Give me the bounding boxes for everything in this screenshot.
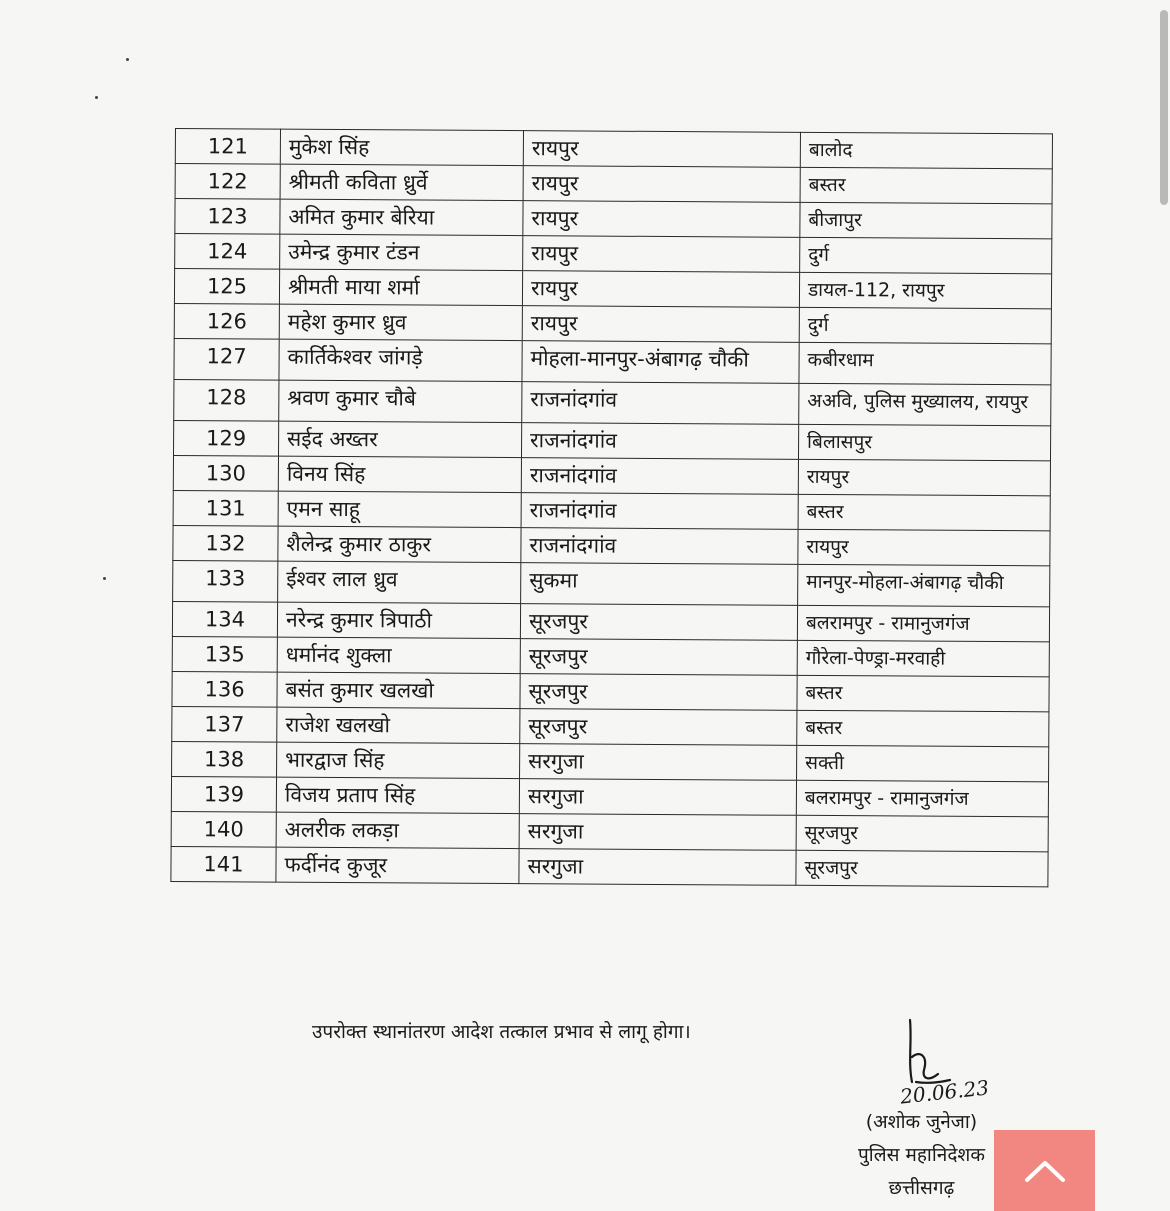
serial-number: 129 — [173, 420, 278, 456]
posted-to: मानपुर-मोहला-अंबागढ़ चौकी — [798, 564, 1050, 607]
posted-from: सूरजपुर — [520, 604, 797, 641]
posted-to: दुर्ग — [799, 307, 1051, 344]
table-row — [174, 303, 1051, 343]
posted-to: बलरामपुर - रामानुजगंज — [797, 605, 1049, 642]
serial-number: 121 — [175, 129, 280, 165]
serial-number: 136 — [172, 671, 277, 707]
posted-to: बस्तर — [798, 494, 1050, 531]
posted-to: बलरामपुर - रामानुजगंज — [796, 780, 1048, 817]
table-row — [173, 420, 1050, 460]
scrollbar[interactable] — [1156, 0, 1170, 1211]
table-row — [172, 671, 1049, 711]
employee-name: अमित कुमार बेरिया — [280, 199, 523, 235]
footer-note: उपरोक्त स्थानांतरण आदेश तत्काल प्रभाव से लागू होगा। — [312, 1021, 691, 1043]
serial-number: 140 — [171, 811, 276, 847]
posted-from: सरगुजा — [519, 814, 796, 851]
posted-from: सूरजपुर — [520, 709, 797, 746]
signer-name: (अशोक जुनेजा) — [865, 1111, 978, 1133]
serial-number: 133 — [173, 560, 278, 602]
employee-name: सईद अख्तर — [278, 421, 521, 457]
employee-name: बसंत कुमार खलखो — [277, 672, 520, 708]
serial-number: 131 — [173, 490, 278, 526]
table-row — [173, 525, 1050, 565]
serial-number: 128 — [174, 379, 279, 421]
serial-number: 141 — [171, 846, 276, 882]
employee-name: अलरीक लकड़ा — [276, 812, 519, 848]
employee-name: कार्तिकेश्वर जांगड़े — [279, 339, 522, 381]
table-row — [173, 560, 1050, 606]
table-row — [175, 164, 1052, 204]
table-row — [174, 379, 1051, 425]
table-row — [173, 455, 1050, 495]
posted-from: राजनांदगांव — [521, 493, 798, 530]
posted-from: राजनांदगांव — [522, 382, 799, 425]
employee-name: महेश कुमार ध्रुव — [279, 304, 522, 340]
posted-from: सरगुजा — [520, 744, 797, 781]
scrollbar-thumb[interactable] — [1160, 10, 1168, 205]
employee-name: फर्दीनंद कुजूर — [276, 847, 519, 883]
posted-from: रायपुर — [523, 201, 800, 238]
table-row — [172, 636, 1049, 676]
posted-to: बीजापुर — [800, 202, 1052, 239]
serial-number: 137 — [172, 706, 277, 742]
posted-to: सूरजपुर — [796, 815, 1048, 852]
posted-from: राजनांदगांव — [521, 423, 798, 460]
transfer-table — [170, 128, 1053, 887]
scan-speck — [95, 96, 98, 99]
table-row — [172, 741, 1049, 781]
posted-from: रायपुर — [522, 271, 799, 308]
employee-name: उमेन्द्र कुमार टंडन — [280, 234, 523, 270]
posted-to: रायपुर — [798, 459, 1050, 496]
posted-to: बस्तर — [797, 675, 1049, 712]
table-row — [175, 234, 1052, 274]
table-row — [175, 199, 1052, 239]
posted-to: बालोद — [800, 132, 1052, 169]
employee-name: राजेश खलखो — [277, 707, 520, 743]
chevron-up-icon — [1023, 1158, 1067, 1184]
posted-from: रायपुर — [523, 131, 800, 168]
signer-block — [858, 1106, 985, 1205]
posted-to: बस्तर — [800, 167, 1052, 204]
scroll-to-top-button[interactable] — [994, 1130, 1095, 1211]
serial-number: 139 — [171, 776, 276, 812]
serial-number: 124 — [175, 234, 280, 270]
table-row — [174, 269, 1051, 309]
table-row — [172, 706, 1049, 746]
table-row — [174, 338, 1051, 384]
signer-designation: पुलिस महानिदेशक — [858, 1144, 985, 1166]
employee-name: श्रवण कुमार चौबे — [279, 380, 522, 422]
posted-from: सूरजपुर — [520, 639, 797, 676]
posted-to: बिलासपुर — [798, 424, 1050, 461]
table-row — [171, 811, 1048, 851]
employee-name: धर्मानंद शुक्ला — [277, 637, 520, 673]
serial-number: 138 — [172, 741, 277, 777]
employee-name: विनय सिंह — [278, 456, 521, 492]
posted-to: कबीरधाम — [799, 342, 1051, 385]
posted-from: रायपुर — [523, 236, 800, 273]
posted-to: सूरजपुर — [796, 850, 1048, 887]
table-row — [172, 601, 1049, 641]
posted-from: सरगुजा — [519, 849, 796, 886]
scan-speck — [103, 577, 106, 580]
table-row — [171, 846, 1048, 886]
posted-from: सुकमा — [521, 563, 798, 606]
transfer-table-body — [171, 129, 1053, 887]
serial-number: 123 — [175, 199, 280, 235]
posted-to: बस्तर — [797, 710, 1049, 747]
serial-number: 132 — [173, 525, 278, 561]
posted-to: दुर्ग — [800, 237, 1052, 274]
employee-name: भारद्वाज सिंह — [277, 742, 520, 778]
serial-number: 134 — [172, 601, 277, 637]
employee-name: श्रीमती माया शर्मा — [279, 269, 522, 305]
employee-name: श्रीमती कविता ध्रुर्वे — [280, 164, 523, 200]
posted-from: मोहला-मानपुर-अंबागढ़ चौकी — [522, 341, 799, 384]
serial-number: 126 — [174, 303, 279, 339]
employee-name: मुकेश सिंह — [280, 129, 523, 165]
posted-from: रायपुर — [522, 306, 799, 343]
serial-number: 127 — [174, 338, 279, 380]
posted-from: राजनांदगांव — [521, 458, 798, 495]
serial-number: 130 — [173, 455, 278, 491]
employee-name: विजय प्रताप सिंह — [276, 777, 519, 813]
posted-from: सरगुजा — [519, 779, 796, 816]
serial-number: 122 — [175, 164, 280, 200]
posted-to: गौरेला-पेण्ड्रा-मरवाही — [797, 640, 1049, 677]
posted-to: सक्ती — [797, 745, 1049, 782]
posted-from: सूरजपुर — [520, 674, 797, 711]
posted-to: डायल-112, रायपुर — [799, 272, 1051, 309]
signer-state: छत्तीसगढ़ — [888, 1177, 955, 1199]
posted-from: रायपुर — [523, 166, 800, 203]
scan-speck — [126, 58, 129, 61]
employee-name: शैलेन्द्र कुमार ठाकुर — [278, 526, 521, 562]
table-row — [175, 129, 1052, 169]
serial-number: 125 — [174, 269, 279, 305]
posted-to: अअवि, पुलिस मुख्यालय, रायपुर — [799, 383, 1051, 426]
table-row — [171, 776, 1048, 816]
posted-to: रायपुर — [798, 529, 1050, 566]
employee-name: नरेन्द्र कुमार त्रिपाठी — [277, 602, 520, 638]
employee-name: ईश्वर लाल ध्रुव — [278, 561, 521, 603]
table-row — [173, 490, 1050, 530]
signature-date: 20.06.23 — [898, 1075, 991, 1109]
employee-name: एमन साहू — [278, 491, 521, 527]
serial-number: 135 — [172, 636, 277, 672]
posted-from: राजनांदगांव — [521, 528, 798, 565]
